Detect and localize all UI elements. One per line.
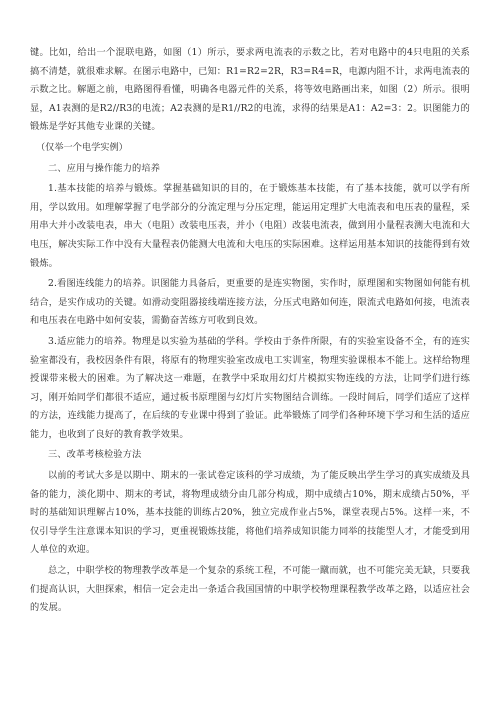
- section-heading-application: 二、应用与操作能力的培养: [48, 162, 161, 174]
- paragraph-identification-example: 键。比如，给出一个混联电路，如图（1）所示，要求两电流表的示数之比，若对电路中的4只电阻的关系搞不清楚，就很难求解。在图示电路中，已知：R1=R2=2R，R3=R4=R，电源内阻不计，求两电流表的示数之比。解题之前，电路图得看懂，明确各电器元件的关系，将等效电路画出来，如图（2）所示。很明显，A1表测的是R2//R3的电流；A2表测的是R1//R2的电流，求得的结果是A1：A2=3：2。识图能力的锻炼是学好其他专业课的关键。: [30, 47, 470, 133]
- paragraph-adaptability: 3.适应能力的培养。物理是以实验为基础的学科。学校由于条件所限，有的实验室设备不全，有的连实验室都没有，我校因条件有限，将原有的物理实验室改成电工实训室，物理实验课根本不能上。这样给物理授课带来极大的困难。为了解决这一难题，在教学中采取用幻灯片模拟实物连线的方法，让同学们进行练习，刚开始同学们都很不适应，通过板书原理图与幻灯片实物图结合训练。一段时间后，同学们适应了这样的方法，连线能力提高了，在后续的专业课中得到了验证。此举锻炼了同学们各种环境下学习和生活的适应能力，也收到了良好的教育教学效果。: [30, 335, 470, 440]
- paragraph-assessment-method: 以前的考试大多是以期中、期末的一张试卷定该科的学习成绩，为了能反映出学生学习的真实成绩及具备的能力，淡化期中、期末的考试，将物理成绩分由几部分构成，期中成绩占10%，期末成绩占50%，平时的基础知识理解占10%，基本技能的训练占20%，独立完成作业占5%，课堂表现占5%。这样一来，不仅引导学生注意课本知识的学习，更重视锻炼技能，将他们培养成知识能力同举的技能型人才，才能受到用人单位的欢迎。: [30, 470, 470, 556]
- paragraph-conclusion: 总之，中职学校的物理教学改革是一个复杂的系统工程，不可能一蹴而就，也不可能完美无缺，只要我们提高认识，大胆探索，相信一定会走出一条适合我国国情的中职学校物理课程教学改革之路，以适应社会的发展。: [30, 565, 470, 614]
- paragraph-note: （仅举一个电学实例）: [36, 141, 128, 153]
- paragraph-wiring-ability: 2.看图连线能力的培养。识图能力具备后，更重要的是连实物图，实作时，原理图和实物图如何能有机结合，是实作成功的关键。如滑动变阻器接线端连接方法，分压式电路如何连，限流式电路如何接，电流表和电压表在电路中如何安装，需勤奋苦练方可收到良效。: [30, 278, 470, 327]
- section-heading-assessment: 三、改革考核检验方法: [48, 449, 142, 461]
- paragraph-basic-skills: 1.基本技能的培养与锻炼。掌握基础知识的目的，在于锻炼基本技能，有了基本技能，就可以学有所用，学以致用。如理解掌握了电学部分的分流定理与分压定理，能运用定理扩大电流表和电压表的量程，采用串大并小改装电表，串大（电阻）改装电压表，并小（电阻）改装电流表，做到用小量程表测大电流和大电压，解决实际工作中没有大量程表仍能测大电流和大电压的实际困难。这样运用基本知识的技能得到有效锻炼。: [30, 183, 470, 269]
